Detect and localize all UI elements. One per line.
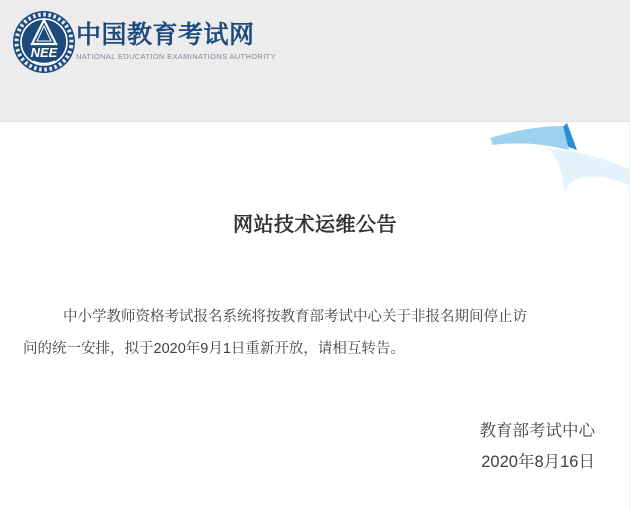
notice-body	[23, 301, 607, 365]
brand-subtitle: NATIONAL EDUCATION EXAMINATIONS AUTHORITY	[76, 52, 276, 61]
svg-text:NEE: NEE	[30, 45, 58, 60]
notice-date: 2020年8月16日	[481, 453, 595, 471]
brand-block	[76, 20, 276, 61]
notice-title: 网站技术运维公告	[233, 214, 397, 236]
notice-signature: 教育部考试中心	[479, 422, 595, 440]
brand-title: 中国教育考试网	[76, 21, 255, 49]
notice-signature-block	[0, 416, 630, 478]
notice-body-line: 中小学教师资格考试报名系统将按教育部考试中心关于非报名期间停止访	[63, 309, 527, 325]
decorative-ribbon-icon	[480, 122, 630, 202]
neea-emblem-icon	[12, 10, 76, 74]
notice-body-line: 问的统一安排，拟于2020年9月1日重新开放，请相互转告。	[23, 341, 405, 357]
content-area	[0, 122, 630, 509]
site-header	[0, 0, 630, 122]
neea-logo[interactable]	[12, 10, 76, 74]
